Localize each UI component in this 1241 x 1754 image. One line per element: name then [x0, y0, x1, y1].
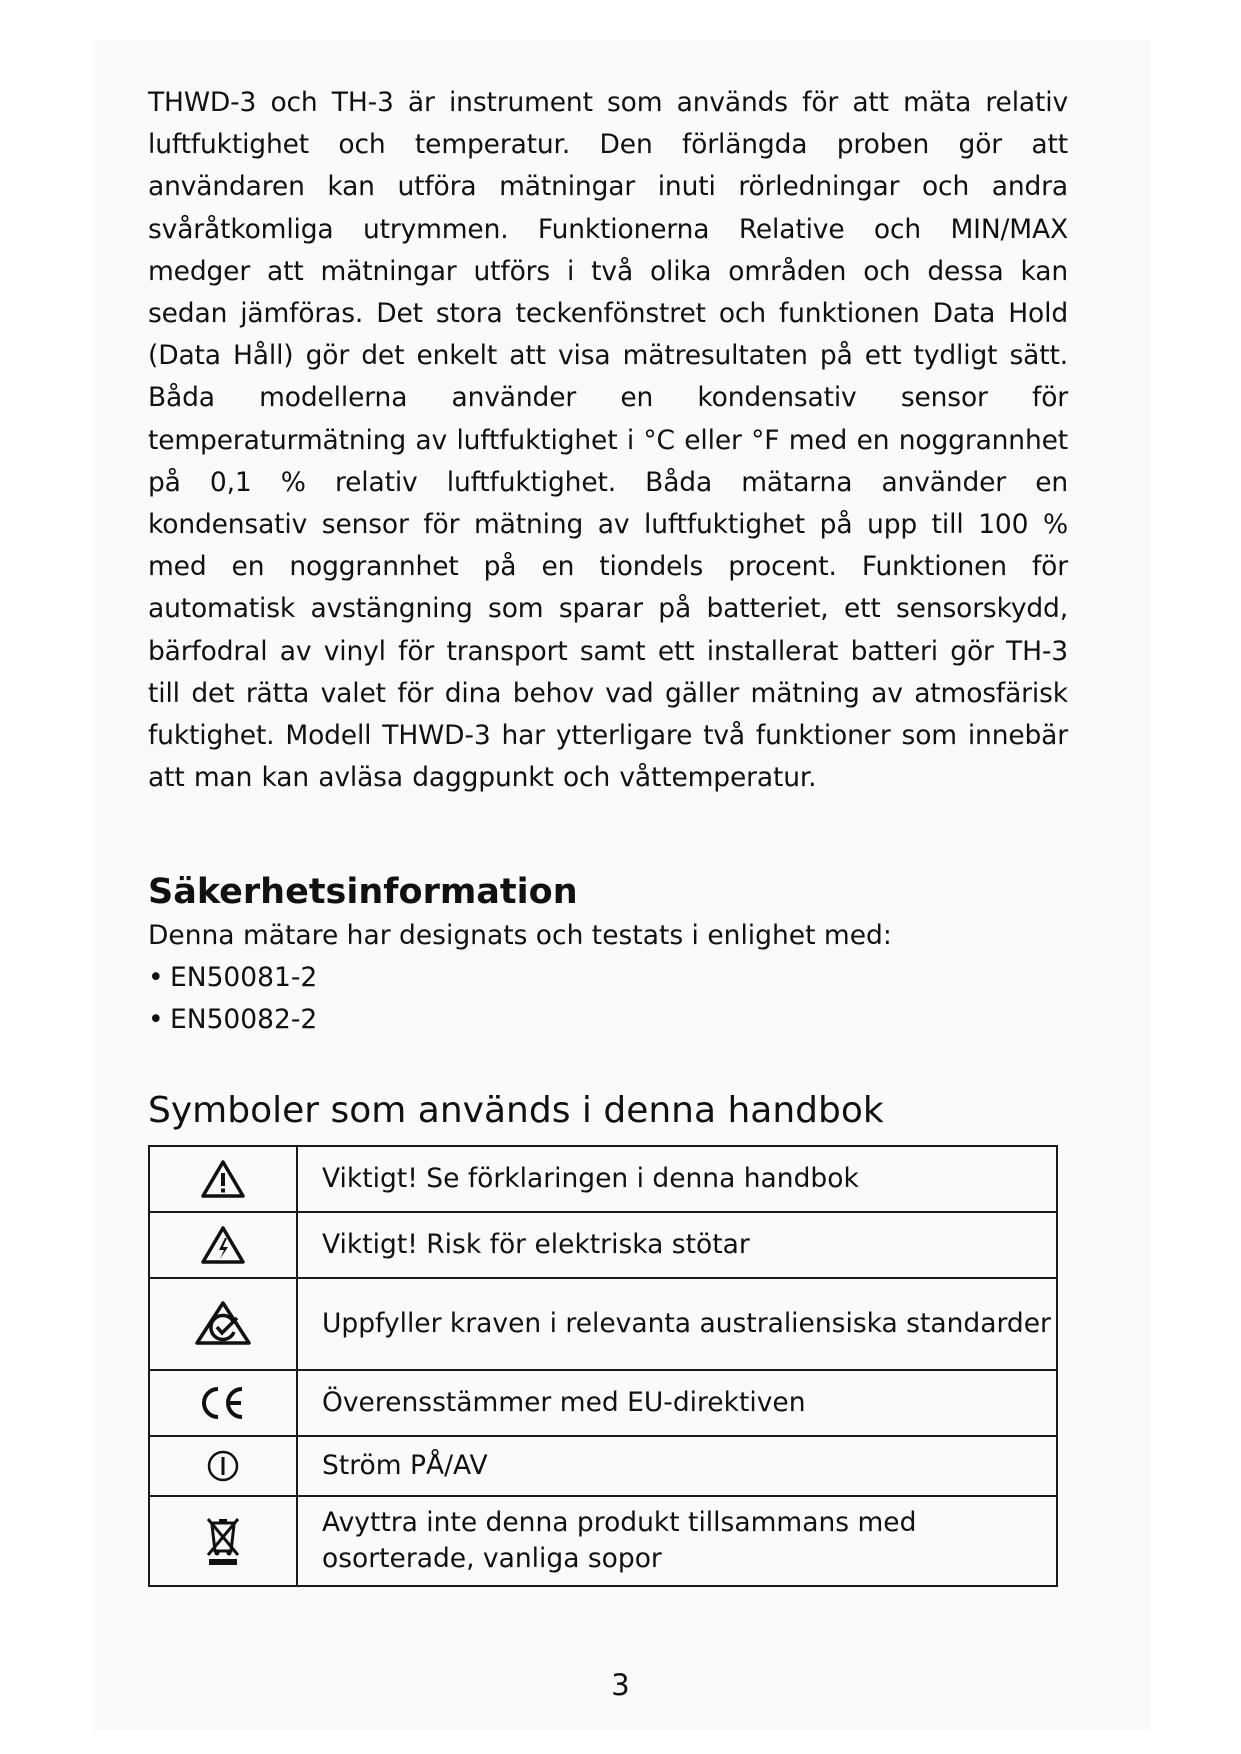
symbol-description: Viktigt! Risk för elektriska stötar: [297, 1212, 1057, 1278]
symbol-description: Ström PÅ/AV: [297, 1436, 1057, 1496]
symbol-cell: [149, 1146, 297, 1212]
standard-label: EN50082-2: [170, 1004, 318, 1036]
table-row: [149, 1496, 1057, 1586]
list-item: [148, 957, 1068, 999]
rcm-compliance-icon: [193, 1299, 253, 1349]
weee-crossed-bin-icon: [204, 1515, 242, 1567]
standards-list: [148, 957, 1068, 1041]
page-number: 3: [611, 1668, 630, 1702]
table-row: [149, 1436, 1057, 1496]
standard-label: EN50081-2: [170, 962, 318, 994]
symbol-description: Viktigt! Se förklaringen i denna handbok: [297, 1146, 1057, 1212]
symbol-description: Avyttra inte denna produkt tillsammans med osorterade, vanliga sopor: [297, 1496, 1057, 1586]
symbol-cell: [149, 1212, 297, 1278]
list-item: [148, 999, 1068, 1041]
symbol-description: Uppfyller kraven i relevanta australiensiska standarder: [297, 1278, 1057, 1370]
table-row: [149, 1212, 1057, 1278]
table-row: [149, 1370, 1057, 1436]
ce-mark-icon: [198, 1385, 248, 1421]
bullet: •: [148, 1004, 164, 1036]
symbols-table: [148, 1145, 1058, 1587]
symbol-description: Överensstämmer med EU-direktiven: [297, 1370, 1057, 1436]
symbol-cell: [149, 1278, 297, 1370]
table-row: [149, 1146, 1057, 1212]
warning-triangle-icon: [200, 1159, 246, 1199]
power-icon: [206, 1449, 240, 1483]
safety-text: Denna mätare har designats och testats i enlighet med:: [148, 920, 892, 952]
symbol-cell: [149, 1496, 297, 1586]
electric-shock-triangle-icon: [200, 1225, 246, 1265]
table-row: [149, 1278, 1057, 1370]
symbol-cell: [149, 1370, 297, 1436]
page-content: [148, 82, 1068, 1587]
symbol-cell: [149, 1436, 297, 1496]
bullet: •: [148, 962, 164, 994]
safety-heading: Säkerhetsinformation: [148, 872, 578, 913]
intro-paragraph: THWD-3 och TH-3 är instrument som används för att mäta relativ luftfuktighet och temperatur. Den förlängda proben gör att användaren kan utföra mätningar inuti rörledningar och andra svåråtkomliga utrymmen. Funktionerna Relative och MIN/MAX medger att mätningar utförs i två olika områden och dessa kan sedan jämföras. Det stora teckenfönstret och funktionen Data Hold (Data Håll) gör det enkelt att visa mätresultaten på ett tydligt sätt. Båda modellerna använder en kondensativ sensor för temperaturmätning av luftfuktighet i °C eller °F med en noggrannhet på 0,1 % relativ luftfuktighet. Båda mätarna använder en kondensativ sensor för mätning av luftfuktighet på upp till 100 % med en noggrannhet på en tiondels procent. Funktionen för automatisk avstängning som sparar på batteriet, ett sensorskydd, bärfodral av vinyl för transport samt ett installerat batteri gör TH-3 till det rätta valet för dina behov vad gäller mätning av atmosfärisk fuktighet. Modell THWD-3 har ytterligare två funktioner som innebär att man kan avläsa daggpunkt och våttemperatur.: [148, 87, 1068, 794]
symbols-heading: Symboler som används i denna handbok: [148, 1090, 884, 1132]
